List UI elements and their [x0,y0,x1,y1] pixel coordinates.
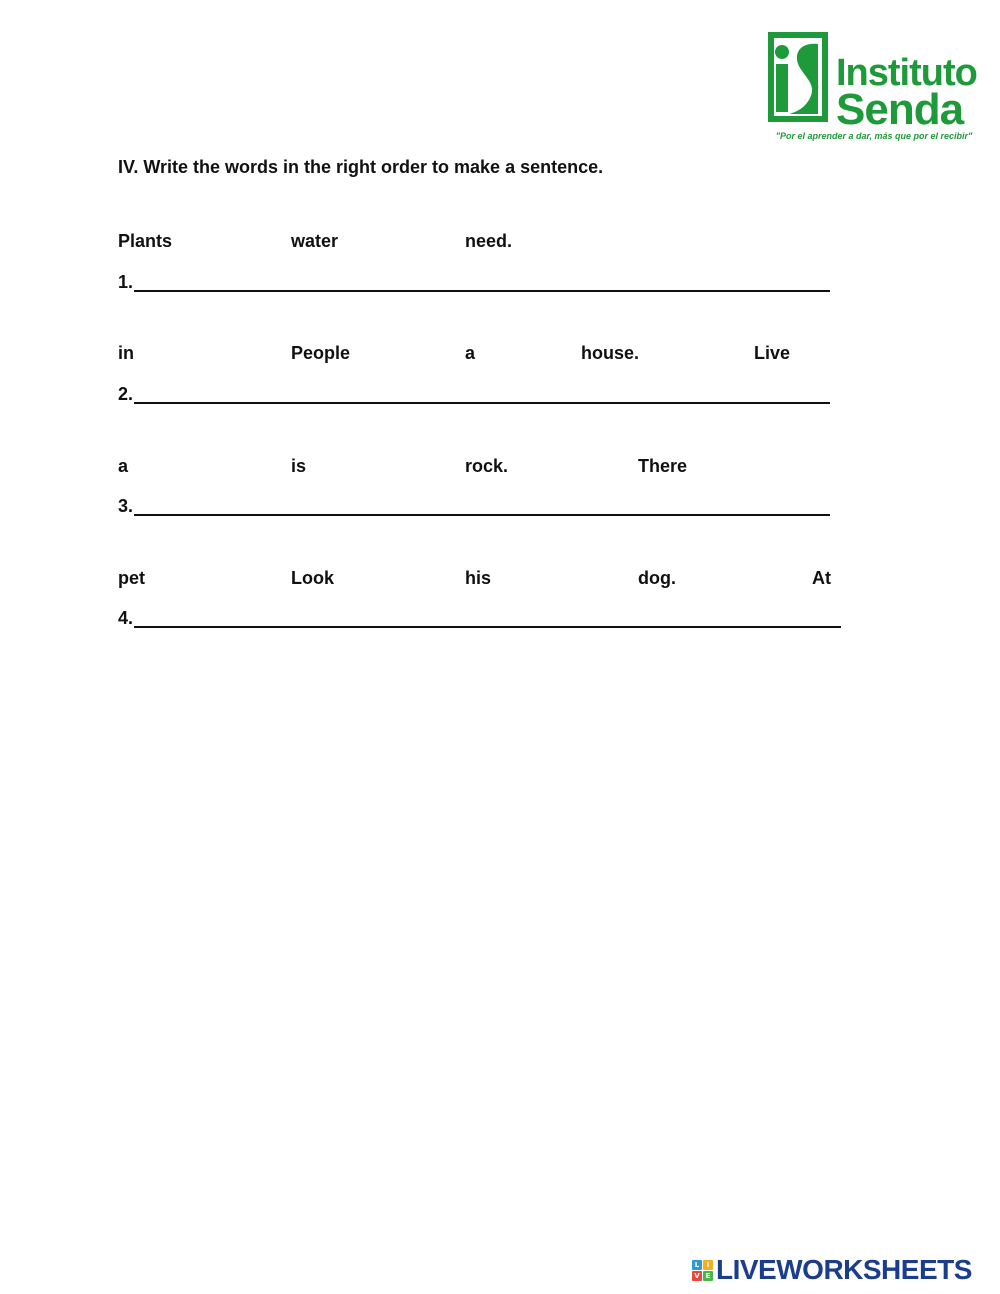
scrambled-word: in [118,343,134,363]
scrambled-word: pet [118,568,145,588]
tile-v: V [692,1271,702,1281]
logo-emblem-icon [768,32,828,122]
answer-number: 3. [118,496,134,516]
logo-name-line2: Senda [836,85,964,134]
tile-i: I [703,1260,713,1270]
school-logo [766,30,980,146]
scrambled-word: need. [465,231,513,251]
scrambled-word: dog. [638,568,676,588]
scrambled-word: rock. [465,456,509,476]
scrambled-word: water [291,231,339,251]
scrambled-word: is [291,456,307,476]
scrambled-word: Look [291,568,334,588]
answer-number: 1. [118,272,134,292]
logo-name-line1: Instituto [836,52,977,94]
instructions-heading: IV. Write the words in the right order to make a sentence. [118,157,604,177]
answer-input-4[interactable] [134,606,841,628]
scrambled-word: Plants [118,231,173,251]
scrambled-word: his [465,568,492,588]
answer-line-3 [118,492,830,516]
answer-input-1[interactable] [134,270,830,292]
answer-input-2[interactable] [134,382,830,404]
answer-number: 2. [118,384,134,404]
scrambled-word: Live [754,343,791,363]
scrambled-word: People [291,343,351,363]
brand-name: LIVEWORKSHEETS [716,1254,972,1285]
answer-line-4 [118,604,841,628]
tile-e: E [703,1271,713,1281]
scrambled-word: a [118,456,129,476]
scrambled-word: house. [581,343,640,363]
scrambled-word: a [465,343,476,363]
answer-line-1 [118,268,830,292]
answer-input-3[interactable] [134,494,830,516]
answer-line-2 [118,380,830,404]
liveworksheets-logo [692,1254,972,1286]
logo-tagline: "Por el aprender a dar, más que por el recibir" [775,131,973,141]
live-tiles-icon [692,1260,713,1281]
scrambled-word: At [812,568,831,588]
answer-number: 4. [118,608,134,628]
tile-l: L [692,1260,702,1270]
scrambled-word: There [638,456,688,476]
